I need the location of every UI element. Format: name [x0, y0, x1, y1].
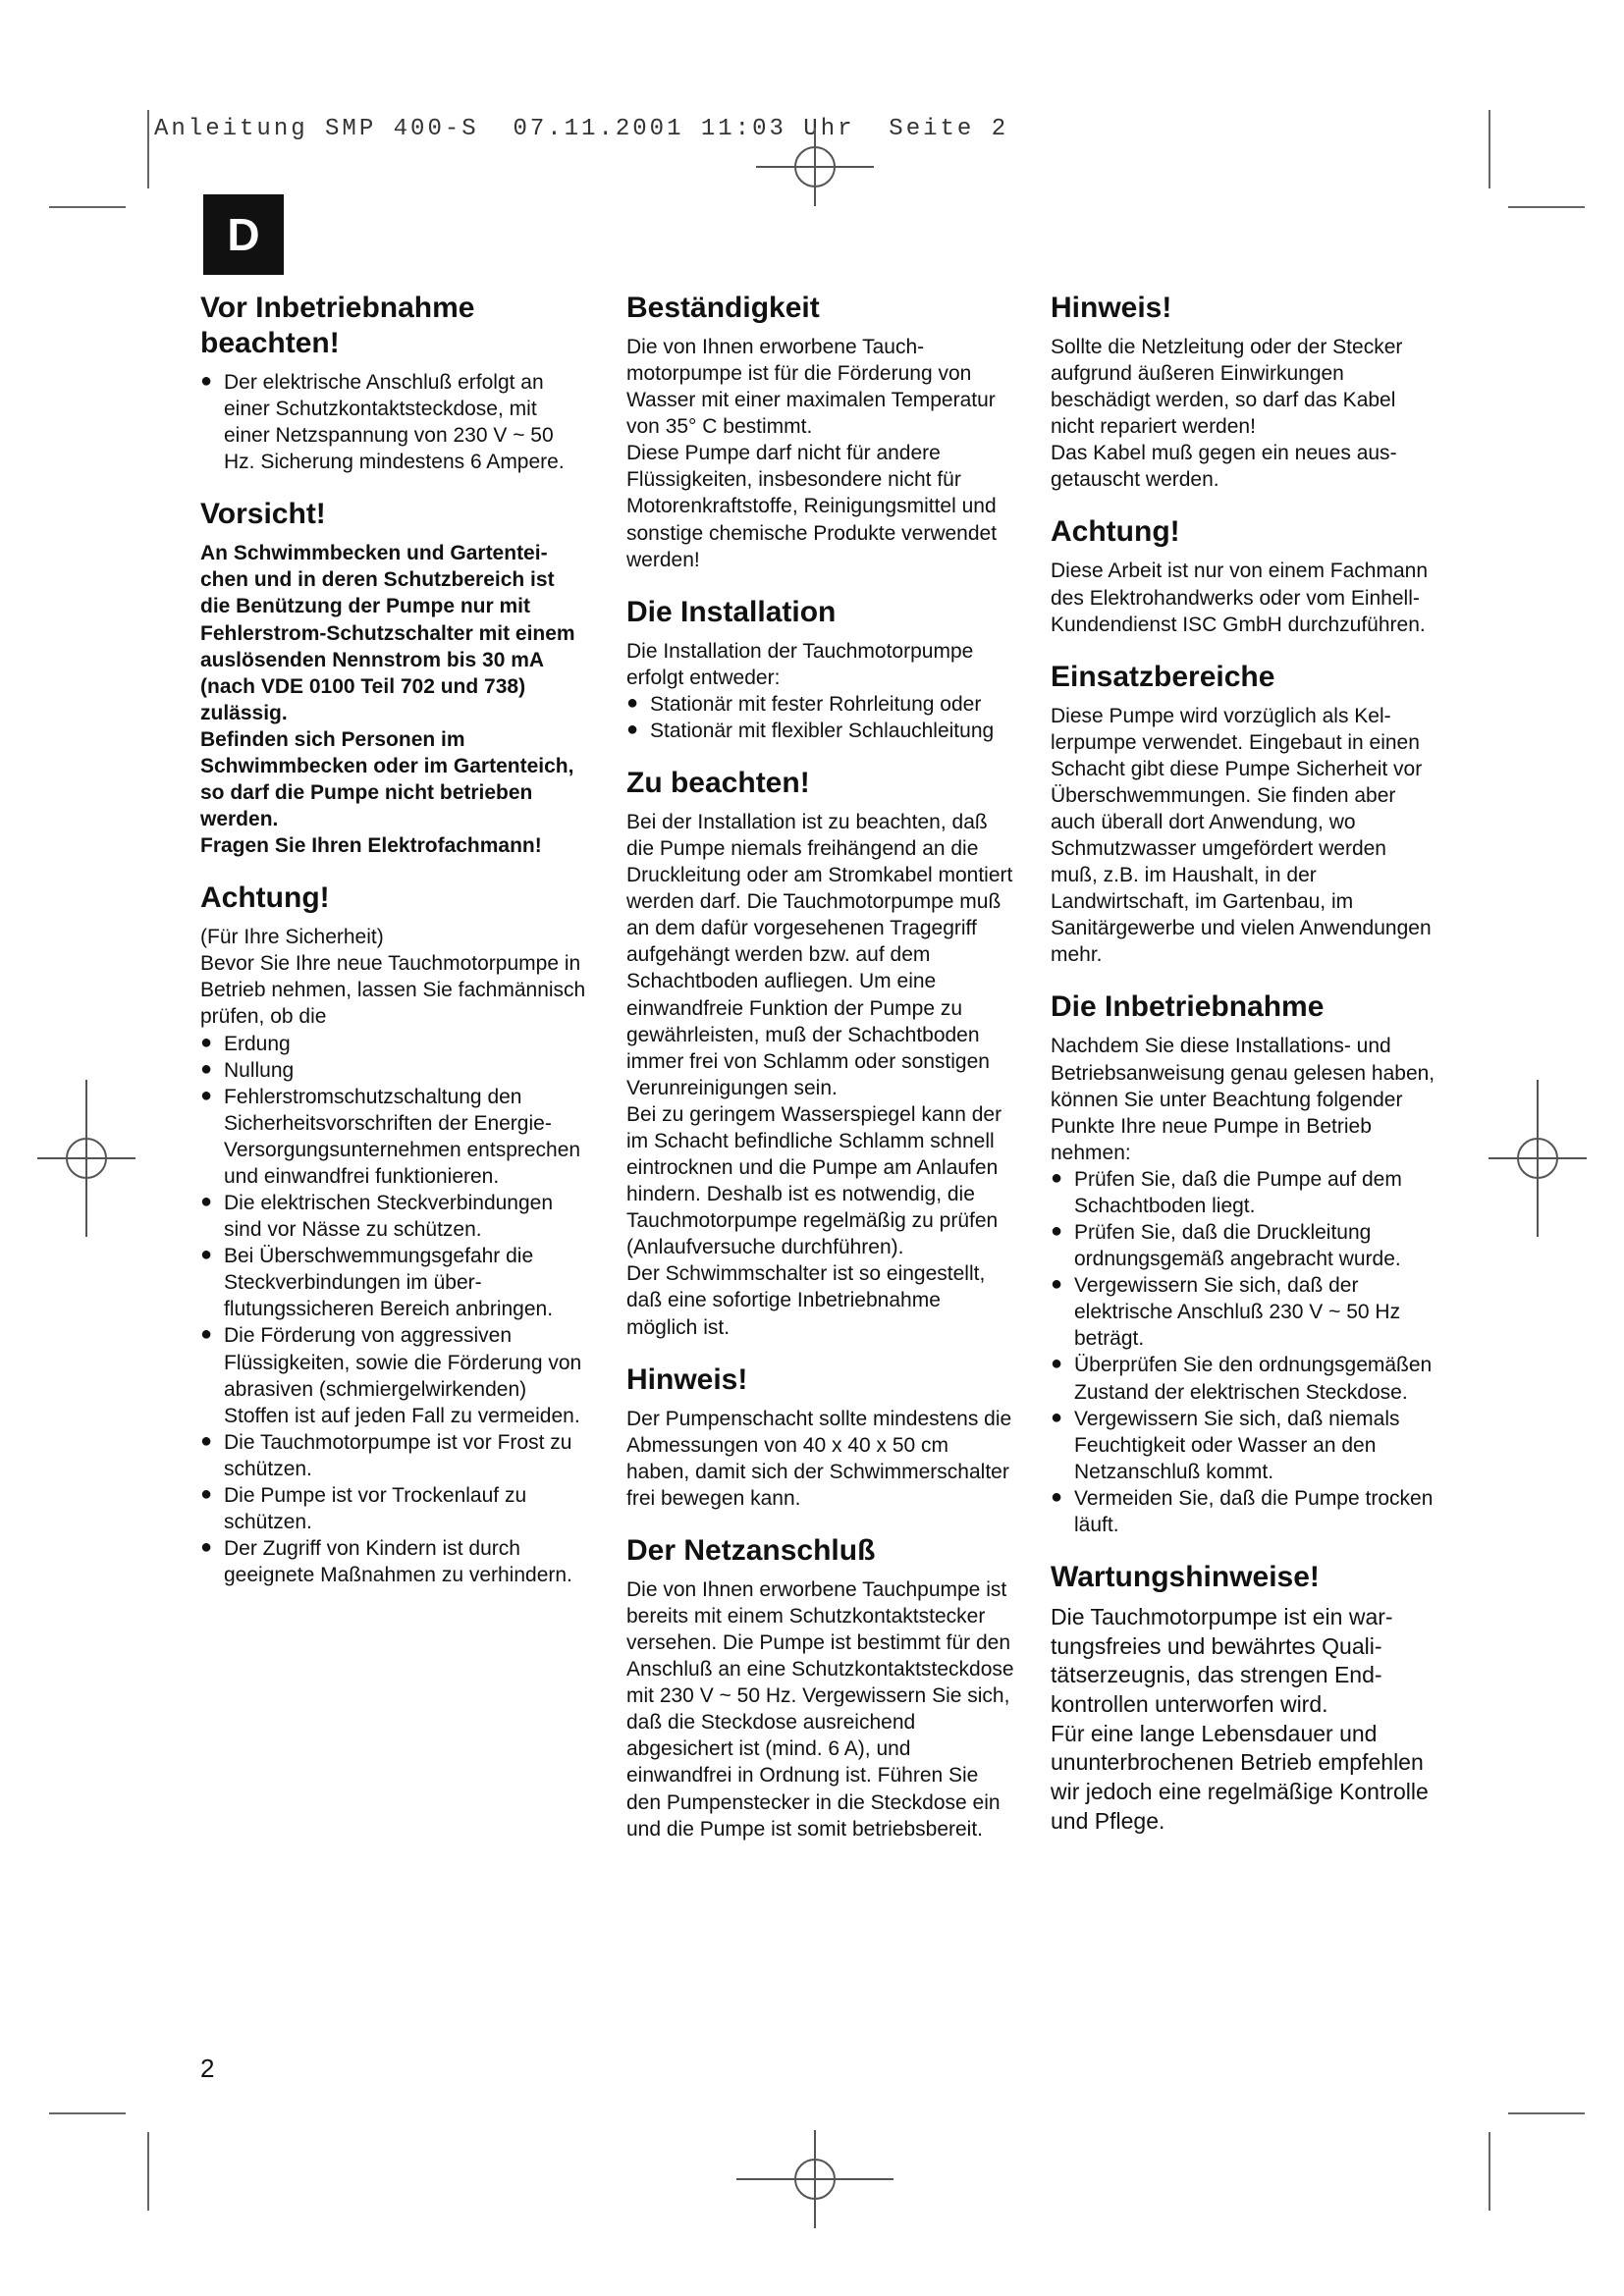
page-number: 2: [200, 2054, 215, 2083]
list-item: ● Fehlerstromschutzschaltung den Sicherheitsvorschriften der Energie-Versorgungsunternehmen entsprechen und einwandfrei funktionieren.: [200, 1084, 588, 1190]
section-einsatzbereiche: [1051, 660, 1438, 969]
paragraph: Fragen Sie Ihren Elektrofachmann!: [200, 834, 542, 858]
paragraph: Die von Ihnen erworbene Tauchpumpe ist bereits mit einem Schutzkontaktstecker versehen. Die Pumpe ist bestimmt für den Anschluß an eine Schutzkontaktsteckdose mit 230 V ~ 50 Hz. Vergewissern Sie sich, daß die Steckdose ausreichend abgesichert ist (mind. 6 A), und einwandfrei in Ordnung ist. Führen Sie den Pumpenstecker in die Steckdose ein und die Pumpe ist somit betriebsbereit.: [626, 1577, 1014, 1841]
bullet-list: [1051, 1166, 1438, 1538]
paragraph: Diese Pumpe wird vorzüglich als Kellerpumpe verwendet. Eingebaut in einen Schacht gibt diese Pumpe Sicherheit vor Überschwemmungen. Sie finden aber auch überall dort Anwendung, wo Schmutzwasser umgefördert werden muß, z.B. im Haushalt, in der Landwirtschaft, im Gartenbau, im Sanitärgewerbe und vielen Anwendungen mehr.: [1051, 704, 1432, 967]
print-header: Anleitung SMP 400-S 07.11.2001 11:03 Uhr Seite 2: [154, 116, 1009, 142]
list-item: ● Stationär mit fester Rohrleitung oder: [626, 691, 1014, 718]
section-heading: Hinweis!: [1051, 292, 1172, 324]
column-middle: [626, 291, 1014, 1864]
section-achtung: [200, 881, 588, 1588]
list-item: ● Die elektrischen Steckverbindungen sind vor Nässe zu schützen.: [200, 1190, 588, 1243]
list-item: ● Die Tauchmotorpumpe ist vor Frost zu schützen.: [200, 1429, 588, 1482]
paragraph: Die von Ihnen erworbene Tauchmotorpumpe ist für die Förderung von Wasser mit einer maximalen Temperatur von 35° C bestimmt.: [626, 336, 996, 439]
list-item: ● Erdung: [200, 1031, 588, 1057]
list-item: ● Stationär mit flexibler Schlauchleitung: [626, 718, 1014, 744]
language-badge: D: [203, 194, 284, 275]
section-hinweis-schacht: [626, 1362, 1014, 1512]
section-achtung-fachmann: [1051, 514, 1438, 637]
paragraph: Die Tauchmotorpumpe ist ein wartungsfreies und bewährtes Qualitätserzeugnis, das strengen Endkontrollen unterworfen wird.: [1051, 1603, 1393, 1717]
section-zu-beachten: [626, 766, 1014, 1341]
section-heading: Einsatzbereiche: [1051, 660, 1275, 693]
list-item: ● Der elektrische Anschluß erfolgt an einer Schutzkontaktsteckdose, mit einer Netzspannung von 230 V ~ 50 Hz. Sicherung mindestens 6 Ampere.: [200, 369, 588, 475]
list-item: ● Vergewissern Sie sich, daß niemals Feuchtigkeit oder Wasser an den Netzanschluß kommt.: [1051, 1406, 1438, 1485]
crop-mark: [1508, 206, 1585, 208]
section-heading: Vor Inbetriebnahme beachten!: [200, 292, 475, 359]
paragraph: An Schwimmbecken und Gartenteichen und in deren Schutzbereich ist die Benützung der Pumpe nur mit Fehlerstrom-Schutzschalter mit einem auslösenden Nennstrom bis 30 mA (nach VDE 0100 Teil 702 und 738) zulässig.: [200, 542, 575, 724]
registration-mark-left: [37, 1080, 135, 1237]
crop-mark: [49, 206, 126, 208]
list-item: ● Nullung: [200, 1057, 588, 1084]
section-heading: Achtung!: [200, 881, 330, 915]
paragraph: Bei zu geringem Wasserspiegel kann der im Schacht befindliche Schlamm schnell eintrocknen und die Pumpe am Anlaufen hindern. Deshalb ist es notwendig, die Tauchmotorpumpe regelmäßig zu prüfen (Anlaufversuche durchführen).: [626, 1102, 1002, 1259]
list-item: ● Die Pumpe ist vor Trockenlauf zu schützen.: [200, 1482, 588, 1535]
section-heading: Vorsicht!: [200, 498, 326, 531]
paragraph: Diese Pumpe darf nicht für andere Flüssigkeiten, insbesondere nicht für Motorenkraftstoffe, Reinigungsmittel und sonstige chemische Produkte verwendet werden!: [626, 442, 998, 571]
paragraph: Bevor Sie Ihre neue Tauchmotorpumpe in Betrieb nehmen, lassen Sie fachmännisch prüfen, ob die: [200, 952, 586, 1029]
paragraph: Bei der Installation ist zu beachten, daß die Pumpe niemals freihängend an die Druckleitung oder am Stromkabel montiert werden darf. Die Tauchmotorpumpe muß an dem dafür vorgesehenen Tragegriff aufgehängt werden bzw. auf dem Schachtboden aufliegen. Um eine einwandfreie Funktion der Pumpe zu gewährleisten, muß der Schachtboden immer frei von Schlamm oder sonstigen Verunreinigungen sein.: [626, 811, 1013, 1099]
section-vorsicht: [200, 497, 588, 859]
section-heading: Zu beachten!: [626, 767, 810, 800]
paragraph: (Für Ihre Sicherheit): [200, 926, 384, 949]
crop-mark: [49, 2112, 126, 2114]
section-heading: Hinweis!: [626, 1362, 748, 1396]
bullet-list: [200, 369, 588, 475]
registration-mark-bottom: [736, 2130, 893, 2228]
section-heading: Die Inbetriebnahme: [1051, 990, 1325, 1024]
list-item: ● Überprüfen Sie den ordnungsgemäßen Zustand der elektrischen Steckdose.: [1051, 1352, 1438, 1405]
column-right: [1051, 291, 1438, 1857]
bullet-list: [200, 1031, 588, 1589]
crop-mark: [1489, 110, 1490, 188]
paragraph: Der Pumpenschacht sollte mindestens die Abmessungen von 40 x 40 x 50 cm haben, damit sich der Schwimmerschalter frei bewegen kann.: [626, 1407, 1012, 1510]
section-heading: Beständigkeit: [626, 292, 820, 324]
paragraph: Nachdem Sie diese Installations- und Betriebsanweisung genau gelesen haben, können Sie unter Beachtung folgender Punkte Ihre neue Pumpe in Betrieb nehmen:: [1051, 1035, 1435, 1164]
list-item: ● Prüfen Sie, daß die Pumpe auf dem Schachtboden liegt.: [1051, 1166, 1438, 1219]
crop-mark: [1489, 2132, 1490, 2211]
paragraph: Die Installation der Tauchmotorpumpe erfolgt entweder:: [626, 639, 974, 689]
paragraph: Das Kabel muß gegen ein neues ausgetauscht werden.: [1051, 442, 1397, 492]
section-wartungshinweise: [1051, 1560, 1438, 1836]
paragraph: Für eine lange Lebensdauer und ununterbrochenen Betrieb empfehlen wir jedoch eine regelmäßige Kontrolle und Pflege.: [1051, 1720, 1429, 1834]
crop-mark: [147, 110, 149, 188]
list-item: ● Prüfen Sie, daß die Druckleitung ordnungsgemäß angebracht wurde.: [1051, 1219, 1438, 1272]
paragraph: Sollte die Netzleitung oder der Stecker aufgrund äußeren Einwirkungen beschädigt werden, so darf das Kabel nicht repariert werden!: [1051, 336, 1403, 439]
section-hinweis-kabel: [1051, 291, 1438, 493]
list-item: ● Bei Überschwemmungsgefahr die Steckverbindungen im überflutungssicheren Bereich anbringen.: [200, 1243, 588, 1322]
bullet-list: [626, 691, 1014, 744]
registration-mark-right: [1489, 1080, 1587, 1237]
list-item: ● Der Zugriff von Kindern ist durch geeignete Maßnahmen zu verhindern.: [200, 1535, 588, 1588]
section-netzanschluss: [626, 1533, 1014, 1842]
list-item: ● Die Förderung von aggressiven Flüssigkeiten, sowie die Förderung von abrasiven (schmiergelwirkenden) Stoffen ist auf jeden Fall zu vermeiden.: [200, 1322, 588, 1428]
section-heading: Wartungshinweise!: [1051, 1560, 1320, 1593]
list-item: ● Vermeiden Sie, daß die Pumpe trocken läuft.: [1051, 1485, 1438, 1538]
column-left: [200, 291, 588, 1610]
crop-mark: [147, 2132, 149, 2211]
section-heading: Die Installation: [626, 595, 837, 628]
section-inbetriebnahme: [1051, 989, 1438, 1537]
list-item: ● Vergewissern Sie sich, daß der elektrische Anschluß 230 V ~ 50 Hz beträgt.: [1051, 1272, 1438, 1352]
registration-mark-top: [756, 118, 874, 216]
crop-mark: [1508, 2112, 1585, 2114]
section-vor-inbetriebnahme: [200, 291, 588, 475]
paragraph: Befinden sich Personen im Schwimmbecken oder im Gartenteich, so darf die Pumpe nicht betrieben werden.: [200, 727, 574, 831]
section-heading: Achtung!: [1051, 515, 1180, 549]
section-installation: [626, 595, 1014, 744]
paragraph: Der Schwimmschalter ist so eingestellt, daß eine sofortige Inbetriebnahme möglich ist.: [626, 1262, 986, 1339]
section-heading: Der Netzanschluß: [626, 1533, 876, 1567]
paragraph: Diese Arbeit ist nur von einem Fachmann des Elektrohandwerks oder vom Einhell-Kundendienst ISC GmbH durchzuführen.: [1051, 560, 1429, 636]
section-bestaendigkeit: [626, 291, 1014, 573]
